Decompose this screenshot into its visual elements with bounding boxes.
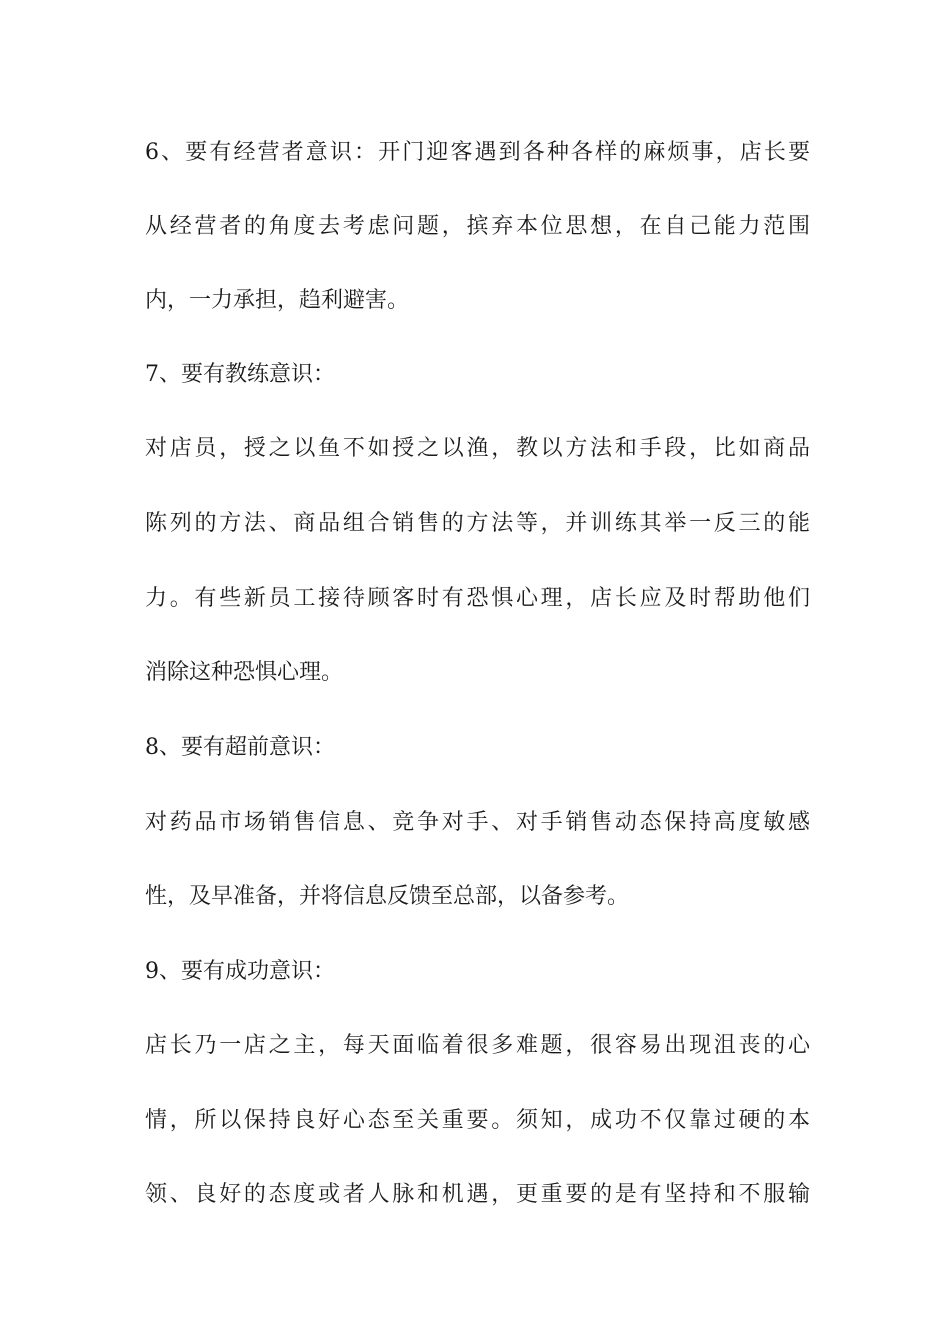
text-line: 店长乃一店之主，每天面临着很多难题，很容易出现沮丧的心 (145, 1033, 810, 1058)
text-line-section-9-heading: 9、要有成功意识： (145, 959, 335, 984)
text-line: 从经营者的角度去考虑问题，摈弃本位思想，在自己能力范围 (145, 214, 810, 239)
text-line: 对店员，授之以鱼不如授之以渔，教以方法和手段，比如商品 (145, 436, 810, 461)
text-line: 对药品市场销售信息、竞争对手、对手销售动态保持高度敏感 (145, 810, 810, 835)
text-line: 消除这种恐惧心理。 (145, 660, 344, 685)
text-line: 内，一力承担，趋利避害。 (145, 288, 410, 313)
text-line-section-7-heading: 7、要有教练意识： (145, 362, 335, 387)
text-line: 领、良好的态度或者人脉和机遇，更重要的是有坚持和不服输 (145, 1182, 810, 1207)
text-line: 情，所以保持良好心态至关重要。须知，成功不仅靠过硬的本 (145, 1108, 810, 1133)
text-line-section-8-heading: 8、要有超前意识： (145, 735, 335, 760)
text-line-section-6-heading: 6、要有经营者意识：开门迎客遇到各种各样的麻烦事，店长要 (145, 140, 810, 165)
text-line: 陈列的方法、商品组合销售的方法等，并训练其举一反三的能 (145, 511, 810, 536)
text-line: 力。有些新员工接待顾客时有恐惧心理，店长应及时帮助他们 (145, 586, 810, 611)
text-line: 性，及早准备，并将信息反馈至总部，以备参考。 (145, 884, 630, 909)
